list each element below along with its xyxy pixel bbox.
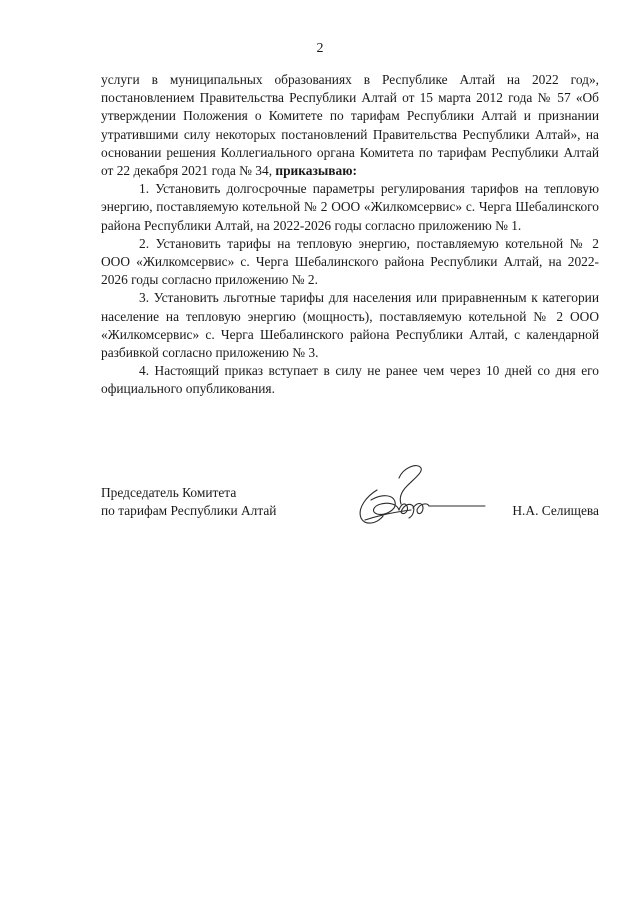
document-body [101, 71, 599, 399]
order-item-3: 3. Установить льготные тарифы для населения или приравненным к категории население на тепловую энергию (мощность), поставляемую котельной № 2 ООО «Жилкомсервис» с. Черга Шебалинского района Республики Алтай, с календарной разбивкой согласно приложению № 3. [101, 290, 599, 361]
signature-block [101, 484, 599, 544]
intro-text: услуги в муниципальных образованиях в Республике Алтай на 2022 год», постановлением Правительства Республики Алтай от 15 марта 2012 года № 57 «Об утверждении Положения о Комитете по тарифам Республики Алтай и признании утратившими силу некоторых постановлений Правительства Республики Алтай», на основании решения Коллегиального органа Комитета по тарифам Республики Алтай от 22 декабря 2021 года № 34, [101, 72, 599, 179]
order-item-4: 4. Настоящий приказ вступает в силу не ранее чем через 10 дней со дня его официального опубликования. [101, 363, 599, 397]
signatory-title [101, 484, 276, 520]
signatory-title-line-1: Председатель Комитета [101, 485, 237, 500]
signatory-name: Н.А. Селищева [512, 503, 599, 518]
order-item-2: 2. Установить тарифы на тепловую энергию, поставляемую котельной № 2 ООО «Жилкомсервис» с. Черга Шебалинского района Республики Алтай, на 2022-2026 годы согласно приложению № 2. [101, 235, 599, 288]
order-keyword: приказываю: [275, 163, 357, 179]
signatory-title-line-2: по тарифам Республики Алтай [101, 503, 277, 519]
page-number: 2 [316, 41, 324, 56]
order-item-1: 1. Установить долгосрочные параметры регулирования тарифов на тепловую энергию, поставляемую котельной № 2 ООО «Жилкомсервис» с. Черга Шебалинского района Республики Алтай, на 2022-2026 годы согласно приложению № 1. [101, 181, 599, 233]
handwritten-signature [337, 460, 487, 536]
intro-paragraph [101, 71, 599, 180]
